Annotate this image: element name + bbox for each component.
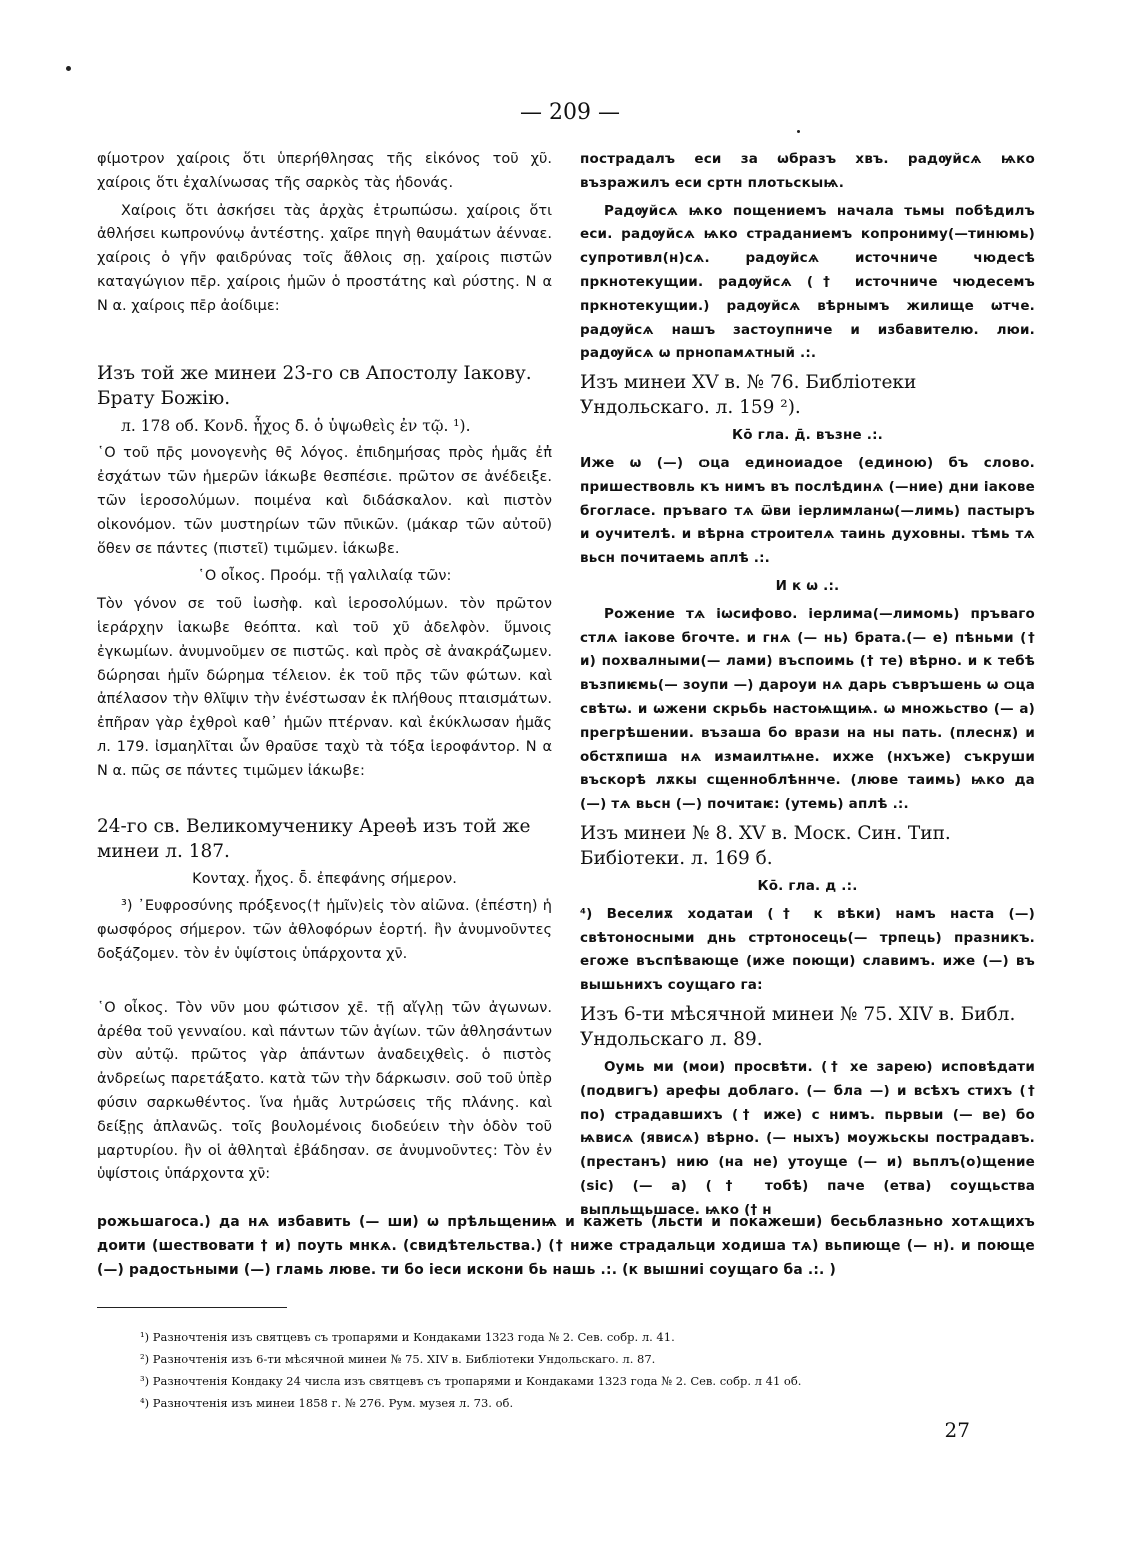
section-heading: Изъ минеи XV в. № 76. Библіотеки Ундольскаго. л. 159 ²). <box>580 372 917 419</box>
kontakion-label: Ко̄. гла. д .:. <box>757 877 858 894</box>
footnote: ⁴) Разночтенія изъ минеи 1858 г. № 276. Рум. музея л. 73. об. <box>140 1396 514 1410</box>
kontakion-label: Κονταχ. ἦχος. δ̄. ἐπεφάνης σήμερον. <box>192 870 457 887</box>
sheet-number: 27 <box>944 1418 970 1442</box>
section-heading: 24-го св. Великомученику Ареѳѣ изъ той же минеи л. 187. <box>97 815 531 862</box>
footnote: ²) Разночтенія изъ 6-ти мѣсячной минеи № 75. XIV в. Библіотеки Ундольскаго. л. 87. <box>140 1352 656 1366</box>
ink-speck <box>797 130 800 133</box>
ikos-label: И к ѡ .:. <box>775 577 840 594</box>
paragraph: Оумь ми (мои) просвѣти. († хе зарею) исповѣдати (подвигъ) арефы доблаго. (— бла —) и всѣхъ стихъ († по) страдавшихъ († иже) с нимъ. пьрвыи (— ве) бо ѩвисѧ (явисѧ) вѣрно. (— ныхъ) моужьскы пострадавъ. (престанъ) нию (на не) утоуще (— и) вьплъ(о)щение (sic) (— а) († тобѣ) паче (етва) соущьства выпльщьшасе. ѩко († н <box>580 1058 1035 1218</box>
paragraph: пострадалъ еси за ѡбразъ хвъ. радѹйсѧ ѩко възражилъ еси сртн плотьскыѩ. <box>580 151 1035 191</box>
kontakion-label: л. 178 об. Κονδ. ἦχος δ̄. ὁ ὑψωθεὶς ἐν τῷ. ¹). <box>121 416 471 435</box>
footnote: ³) Разночтенія Кондаку 24 числа изъ святцевъ съ тропарями и Кондаками 1323 года № 2. Сев. собр. л 41 об. <box>140 1374 802 1388</box>
paragraph: Рожение тѧ іѡсифово. іерлима(—лимомь) пръваго стлѧ іакове бгочте. и гнѧ (— нь) брата.(— е) пѣньми († и) похвалными(— лами) въспоимь († те) вѣрно. и к тебѣ възпиѥмь(— зоупи —) дароуи нѧ дарь съвръшень ѡ ѻца свѣтѡ. и ѡжени скрьбь настоѩщиѩ. ѡ множьство (— а) прегрѣшении. възаша бо врази на ны пать. (плеснѫ) и обстѫпиша нѧ измаилтѩне. ихже (нхъже) съкруши въскорѣ лѫкы сщенноблѣннче. (люве таимь) ѩко да (—) тѧ вьсн (—) почитаѥ: (утемь) аплѣ .:. <box>580 605 1035 813</box>
section-heading: Изъ той же минеи 23-го св Апостолу Іакову. Брату Божію. <box>97 362 532 409</box>
section-heading: Изъ 6-ти мѣсячной минеи № 75. XIV в. Библ. Ундольскаго л. 89. <box>580 1003 1016 1050</box>
paragraph: Радѹйсѧ ѩко пощениемъ начала тьмы побѣдилъ еси. радѹйсѧ ѩко страданиемъ копрониму(—тинюмь) супротивл(н)сѧ. радѹйсѧ источниче чюдесѣ пркнотекущии. радѹйсѧ († источниче чюдесемъ пркнотекущии.) радѹйсѧ вѣрнымъ жилище ѡтче. радѹйсѧ нашъ застоупниче и избавителю. люи. радѹйсѧ ѡ прнопамѧтный .:. <box>580 202 1035 362</box>
footnote-divider <box>97 1307 287 1308</box>
oikos-label: ῾Ο οἶκος. Προόμ. τῇ γαλιλαίᾳ τῶν: <box>197 568 452 585</box>
footnote: ¹) Разночтенія изъ святцевъ съ тропарями и Кондаками 1323 года № 2. Сев. собр. л. 41. <box>140 1330 675 1344</box>
footnotes <box>140 1326 1000 1414</box>
left-column <box>97 148 552 1191</box>
paragraph: ⁴) Веселиѫ ходатаи († к вѣки) намъ наста (—) свѣтоносными днь стртоносець(— трпець) празникъ. егоже въспѣвающе (иже поющи) славимъ. иже (—) въ вышьнихъ соущаго га: <box>580 905 1035 994</box>
section-heading: Изъ минеи № 8. XV в. Моск. Син. Тип. Бибіотеки. л. 169 б. <box>580 822 951 869</box>
paragraph: Иже ѡ (—) ѻца единоиадое (единою) бъ слово. пришествовль къ нимъ въ послѣдинѧ (—ние) дни іакове бгогласе. пръваго тѧ ѿви іерлимланѡ(—лимь) пастыръ и оучителѣ. и вѣрна строителѧ таинь духовны. тѣмь тѧ вьсн почитаемь аплѣ .:. <box>580 454 1035 567</box>
full-width-paragraph: рожьшагоса.) да нѧ избавить (— ши) ѡ прѣльщениѩ и кажеть (льсти и покажеши) бесьблазньно хотѧщихъ доити (шествовати † и) поуть мнкѧ. (свидѣтельства.) († ниже страдальци ходиша тѧ) вьпиюще (— н). и поюще (—) радостьными (—) гламь люве. ти бо іеси искони бь нашь .:. (к вышниі соущаго ба .:. ) <box>97 1214 1035 1278</box>
page-number: — 209 — <box>520 100 620 125</box>
right-column <box>580 148 1035 1226</box>
paragraph: Τὸν γόνον σε τοῦ ἰωσὴφ. καὶ ἱεροσολύμων. τὸν πρῶτον ἱεράρχην ἰακωβε θεόπτα. καὶ τοῦ χῦ ἀδελφὸν. ὕμνοις ἐγκωμίων. ἀνυμνοῦμεν σε πιστῶς. καὶ πρὸς σὲ ἀνακράζωμεν. δώρησαι ἡμῖν δώρημα τέλειον. ἐκ τοῦ πρ̄ς τῶν φώτων. καὶ ἀπέλασον τὴν θλῖψιν τὴν ἐνέστωσαν ἐκ πλήθους πταισμάτων. ἐπῆραν γὰρ ἐχθροὶ καθ᾽ ἡμῶν πτέρναν. καὶ ἐκύκλωσαν ἡμᾶς л. 179. ἰσμαηλῖται ὧν θραῦσε ταχὺ τὰ τόξα ἱεροφάντορ. Ν α Ν α. πῶς σε πάντες τιμῶμεν ἰάκωβε: <box>97 596 552 779</box>
paragraph: φίμοτρον χαίροις ὅτι ὑπερήθλησας τῆς εἰκόνος τοῦ χῦ. χαίροις ὅτι ἐχαλίνωσας τῆς σαρκὸς τὰς ἡδονάς. <box>97 151 552 191</box>
paragraph: ῾Ο οἶκος. Τὸν νῦν μου φώτισον χε̄. τῇ αἴγλῃ τῶν ἀγωνων. ἀρέθα τοῦ γενναίου. καὶ πάντων τῶν ἁγίων. τῶν ἀθλησάντων σὺν αὐτῷ. πρῶτος γὰρ ἁπάντων ἀναδειχθεὶς. ὁ πιστὸς ἀνδρείως παρετάξατο. κατὰ τῶν τὴν δάρκωσιν. σοῦ τοῦ ὑπὲρ φύσιν σαρκωθέντος. ἵνα ἡμᾶς λυτρώσεις τῆς πλάνης. καὶ δείξῃς ἀπλανῶς. τοῖς βουλομένοις διοδεύειν τὴν ὁδὸν τοῦ μαρτυρίου. ἣν οἱ ἀθληταὶ ἐβάδησαν. σε ἀνυμνοῦντες: Τὸν ἐν ὑψίστοις ὑπάρχοντα χν̄: <box>97 999 552 1183</box>
paragraph: ῾Ο τοῦ πρ̄ς μονογενὴς θς̄ λόγος. ἐπιδημήσας πρὸς ἡμᾶς ἐπ̓ ἐσχάτων τῶν ἡμερῶν ἰάκωβε θεσπέσιε. πρῶτον σε ἀνέδειξε. τῶν ἱεροσολύμων. ποιμένα καὶ διδάσκαλον. καὶ πιστὸν οἰκονόμον. τῶν μυστηρίων τῶν πν̄ικῶν. (μάκαρ τῶν αὐτοῦ) ὅθεν σε πάντες (πιστεῖ) τιμῶμεν. ἰάκωβε. <box>97 445 552 557</box>
paragraph: ³) ᾿Ευφροσύνης πρόξενος(† ἡμῖν)εἰς τὸν αἰῶνα. (ἐπέστη) ἡ φωσφόρος σήμερον. τῶν ἀθλοφόρων ἑορτή. ἣν ἀνυμνοῦντες δοξάζομεν. τὸν ἐν ὑψίστοις ὑπάρχοντα χν̄. <box>97 898 552 962</box>
paragraph: Χαίροις ὅτι ἀσκήσει τὰς ἀρχὰς ἐτρωπώσω. χαίροις ὅτι ἀθλήσει κωπρονύνῳ ἀντέστης. χαῖρε πηγὴ θαυμάτων ἀένναε. χαίροις ὁ γῆν φαιδρύνας τοῖς ἄθλοις σῃ. χαίροις πιστῶν καταγώγιον πε̄ρ. χαίροις ἡμῶν ὁ προστάτης καὶ ρύστης. Ν α Ν α. χαίροις πε̄ρ ἀοίδιμε: <box>97 202 552 314</box>
ink-speck <box>66 66 71 71</box>
kontakion-label: Ко̄ гла. д̄. възне .:. <box>732 427 883 444</box>
